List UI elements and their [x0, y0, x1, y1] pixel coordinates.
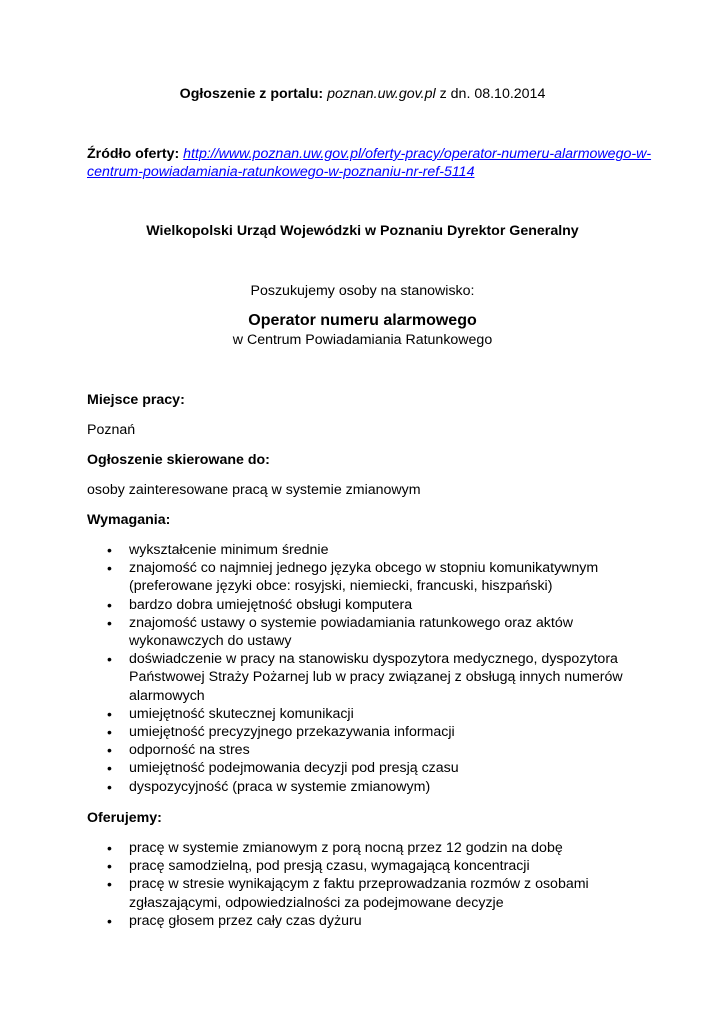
bullet-icon: •	[107, 840, 112, 856]
requirements-list	[87, 541, 647, 796]
portal-header	[0, 85, 725, 103]
list-item	[87, 723, 647, 741]
list-item	[87, 650, 647, 705]
list-item-text: umiejętność precyzyjnego przekazywania informacji	[129, 724, 455, 741]
list-item	[87, 778, 647, 796]
offer-heading: Oferujemy:	[87, 810, 162, 826]
list-item	[87, 705, 647, 723]
list-item-text: pracę samodzielną, pod presją czasu, wymagającą koncentracji	[129, 858, 530, 875]
list-item-text: umiejętność podejmowania decyzji pod presją czasu	[129, 760, 459, 777]
bullet-icon: •	[107, 560, 112, 577]
employer-heading: Wielkopolski Urząd Wojewódzki w Poznaniu Dyrektor Generalny	[146, 223, 579, 239]
bullet-icon: •	[107, 542, 112, 558]
audience-heading: Ogłoszenie skierowane do:	[87, 452, 270, 468]
bullet-icon: •	[107, 760, 112, 777]
list-item	[87, 741, 647, 759]
bullet-icon: •	[107, 912, 112, 929]
list-item	[87, 614, 647, 650]
bullet-icon: •	[107, 596, 112, 613]
portal-name: poznan.uw.gov.pl	[327, 86, 436, 102]
offer-list	[87, 839, 647, 930]
list-item	[87, 541, 647, 559]
list-item-text: umiejętność skutecznej komunikacji	[129, 705, 354, 722]
audience-value: osoby zainteresowane pracą w systemie zmianowym	[87, 482, 421, 498]
list-item	[87, 839, 647, 857]
list-item-text: bardzo dobra umiejętność obsługi komputera	[129, 596, 413, 613]
bullet-icon: •	[107, 614, 112, 631]
list-item-text: pracę w stresie wynikającym z faktu przeprowadzania rozmów z osobami zgłaszającymi, odpowiedzialności za podejmowane decyzje	[129, 876, 589, 911]
list-item-text: dyspozycyjność (praca w systemie zmianowym)	[129, 778, 431, 795]
list-item-text: znajomość ustawy o systemie powiadamiania ratunkowego oraz aktów wykonawczych do ustawy	[129, 614, 573, 650]
list-item-text: odporność na stres	[129, 742, 250, 759]
source-link-part1[interactable]: http://www.poznan.uw.gov.pl/oferty-pracy/operator-numeru-alarmowego-w-	[183, 146, 652, 162]
source-label: Źródło oferty:	[87, 146, 180, 162]
bullet-icon: •	[107, 778, 112, 795]
portal-label: Ogłoszenie z portalu:	[179, 86, 324, 102]
source-link-part2[interactable]: centrum-powiadamiania-ratunkowego-w-poznaniu-nr-ref-5114	[87, 164, 475, 180]
requirements-heading: Wymagania:	[87, 512, 171, 528]
bullet-icon: •	[107, 858, 112, 875]
bullet-icon: •	[107, 705, 112, 722]
list-item-text: doświadczenie w pracy na stanowisku dyspozytora medycznego, dyspozytora Państwowej Straży Pożarnej lub w pracy związanej z obsługą innych numerów alarmowych	[129, 651, 623, 704]
list-item	[87, 875, 647, 911]
list-item	[87, 912, 647, 930]
intro-text: Poszukujemy osoby na stanowisko:	[250, 283, 475, 299]
bullet-icon: •	[107, 651, 112, 668]
position-subtitle: w Centrum Powiadamiania Ratunkowego	[232, 332, 493, 348]
position-title: Operator numeru alarmowego	[248, 312, 477, 329]
list-item-text: wykształcenie minimum średnie	[129, 542, 329, 558]
list-item	[87, 596, 647, 614]
list-item	[87, 759, 647, 777]
workplace-heading: Miejsce pracy:	[87, 392, 185, 408]
list-item-text: pracę głosem przez cały czas dyżuru	[129, 912, 362, 929]
portal-date: z dn. 08.10.2014	[439, 86, 546, 102]
source-line	[87, 145, 651, 163]
list-item	[87, 559, 647, 595]
source-line-2	[87, 163, 474, 181]
bullet-icon: •	[107, 742, 112, 759]
bullet-icon: •	[107, 876, 112, 893]
list-item	[87, 857, 647, 875]
bullet-icon: •	[107, 724, 112, 741]
list-item-text: pracę w systemie zmianowym z porą nocną przez 12 godzin na dobę	[129, 840, 563, 856]
list-item-text: znajomość co najmniej jednego języka obcego w stopniu komunikatywnym (preferowane języki obce: rosyjski, niemiecki, francuski, hiszpański)	[129, 560, 599, 595]
workplace-value: Poznań	[87, 422, 136, 438]
